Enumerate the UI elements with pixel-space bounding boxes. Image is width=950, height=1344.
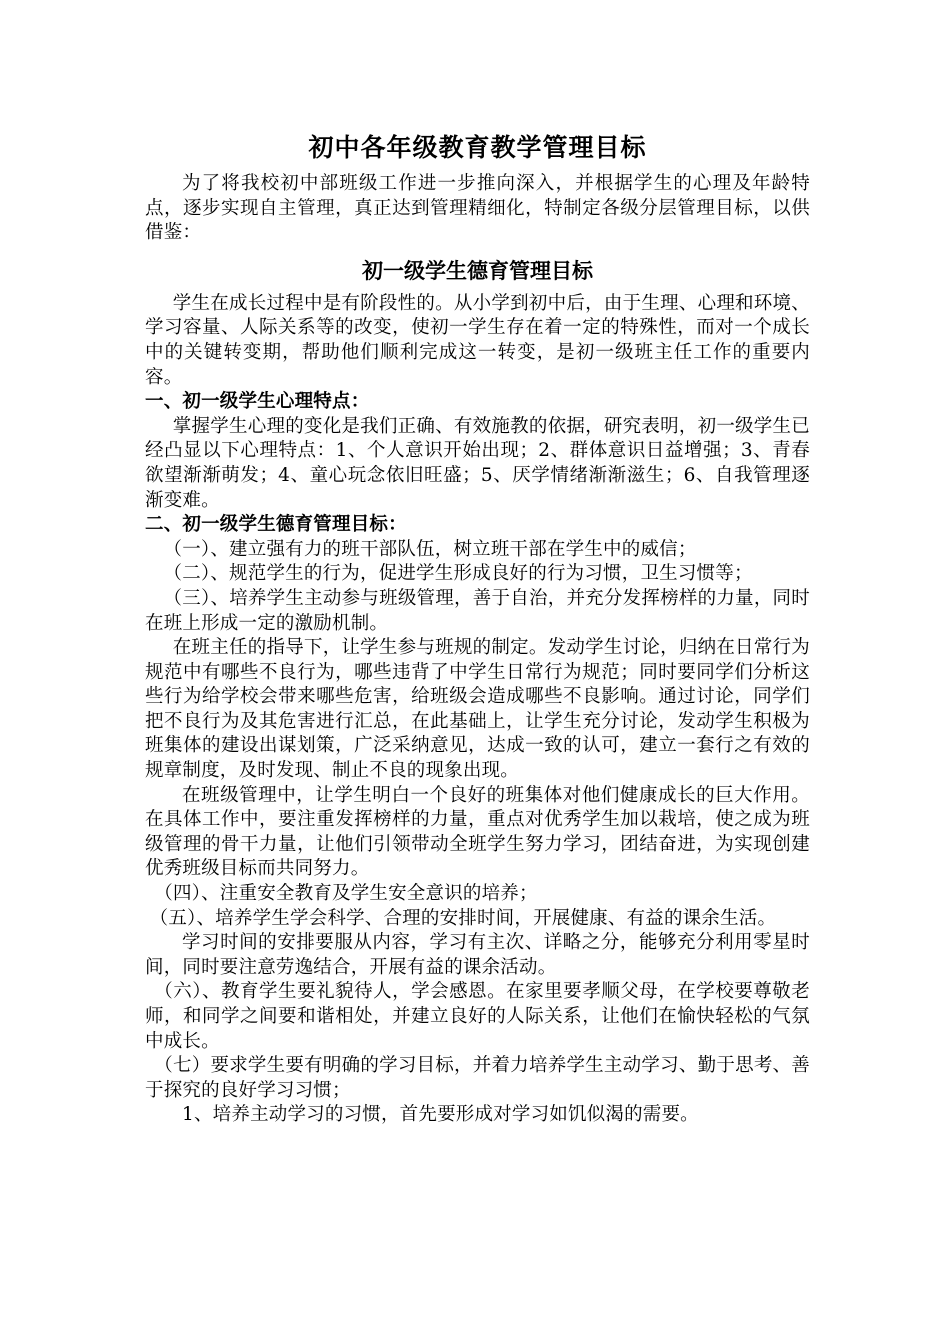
goal-detail-paragraph-4: 1、培养主动学习的习惯，首先要形成对学习如饥似渴的需要。 [182, 1104, 699, 1126]
goal-item-6: （六）、教育学生要礼貌待人，学会感恩。在家里要孝顺父母，在学校要尊敬老师，和同学之间要和谐相处，并建立良好的人际关系，让他们在愉快轻松的气氛中成长。 [145, 981, 810, 1052]
goal-detail-paragraph-1: 在班主任的指导下，让学生参与班规的制定。发动学生讨论，归纳在日常行为规范中有哪些不良行为，哪些违背了中学生日常行为规范；同时要同学们分析这些行为给学校会带来哪些危害，给班级会造成哪些不良影响。通过讨论，同学们把不良行为及其危害进行汇总，在此基础上，让学生充分讨论，发动学生积极为班集体的建设出谋划策，广泛采纳意见，达成一致的认可，建立一套行之有效的规章制度，及时发现、制止不良的现象出现。 [145, 637, 810, 782]
document-title: 初中各年级教育教学管理目标 [308, 133, 647, 162]
section-intro-paragraph: 学生在成长过程中是有阶段性的。从小学到初中后，由于生理、心理和环境、学习容量、人际关系等的改变，使初一学生存在着一定的特殊性，而对一个成长中的关键转变期，帮助他们顺利完成这一转变，是初一级班主任工作的重要内容。 [145, 292, 810, 388]
goal-item-5: （五）、培养学生学会科学、合理的安排时间，开展健康、有益的课余生活。 [149, 907, 777, 929]
intro-paragraph: 为了将我校初中部班级工作进一步推向深入，并根据学生的心理及年龄特点，逐步实现自主管理，真正达到管理精细化，特制定各级分层管理目标，以供借鉴： [145, 173, 810, 244]
section-title: 初一级学生德育管理目标 [362, 257, 593, 283]
goal-item-7: （七）要求学生要有明确的学习目标，并着力培养学生主动学习、勤于思考、善于探究的良好学习习惯； [145, 1055, 810, 1101]
goal-detail-paragraph-3: 学习时间的安排要服从内容，学习有主次、详略之分，能够充分利用零星时间，同时要注意劳逸结合，开展有益的课余活动。 [145, 932, 810, 978]
heading-goals: 二、初一级学生德育管理目标： [145, 514, 407, 536]
goal-item-3: （三）、培养学生主动参与班级管理，善于自治，并充分发挥榜样的力量，同时在班上形成一定的激励机制。 [145, 587, 810, 634]
heading-psychology: 一、初一级学生心理特点： [145, 391, 370, 413]
goal-item-2: （二）、规范学生的行为，促进学生形成良好的行为习惯，卫生习惯等； [163, 563, 753, 585]
goal-item-1: （一）、建立强有力的班干部队伍，树立班干部在学生中的威信； [163, 538, 697, 560]
document-page [145, 128, 810, 1128]
psychology-paragraph: 掌握学生心理的变化是我们正确、有效施教的依据，研究表明，初一级学生已经凸显以下心理特点：1、个人意识开始出现；2、群体意识日益增强；3、青春欲望渐渐萌发；4、童心玩念依旧旺盛；5、厌学情绪渐渐滋生；6、自我管理逐渐变难。 [145, 415, 810, 511]
goal-detail-paragraph-2: 在班级管理中，让学生明白一个良好的班集体对他们健康成长的巨大作用。在具体工作中，要注重发挥榜样的力量，重点对优秀学生加以栽培，使之成为班级管理的骨干力量，让他们引领带动全班学生努力学习，团结奋进，为实现创建优秀班级目标而共同努力。 [145, 784, 810, 880]
goal-item-4: （四）、注重安全教育及学生安全意识的培养； [154, 883, 538, 905]
